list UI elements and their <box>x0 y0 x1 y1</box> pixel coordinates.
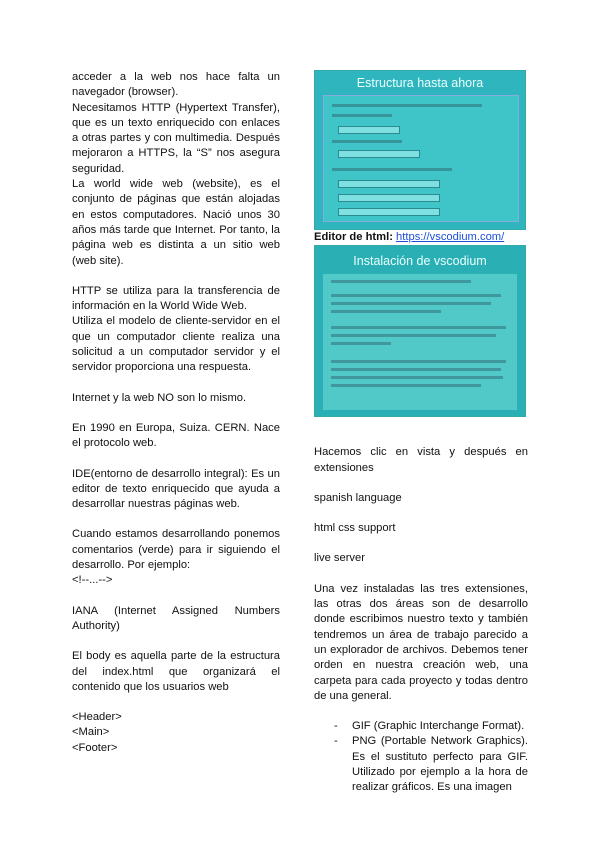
right-column <box>314 70 528 796</box>
paragraph: La world wide web (website), es el conjunto de páginas que están alojadas en estos computadores. Nació unos 30 años más tarde que Internet. Por tanto, la página web es distinta a un sitio web (web site). <box>72 178 280 267</box>
caption <box>314 230 528 245</box>
paragraph: IDE(entorno de desarrollo integral): Es un editor de texto enriquecido que ayuda a desarrollar nuestras páginas web. <box>72 467 280 511</box>
slide-title: Estructura hasta ahora <box>356 76 484 90</box>
paragraph: acceder a la web nos hace falta un navegador (browser). <box>72 71 280 99</box>
paragraph: Internet y la web NO son lo mismo. <box>72 391 247 404</box>
list-item: - GIF (Graphic Interchange Format). <box>352 719 528 734</box>
tag-main: <Main> <box>72 726 110 739</box>
comment-example: <!--...--> <box>72 574 113 587</box>
tag-footer: <Footer> <box>72 741 118 754</box>
slide-title: Instalación de vscodium <box>353 254 487 269</box>
paragraph: HTTP se utiliza para la transferencia de información en la World Wide Web. <box>72 284 280 313</box>
extension-name: live server <box>314 552 365 565</box>
slide-photo-install <box>314 245 526 417</box>
slide-form-mockup <box>323 95 519 222</box>
caption-label: Editor de html: <box>314 231 397 243</box>
paragraph: En 1990 en Europa, Suiza. CERN. Nace el protocolo web. <box>72 421 280 450</box>
paragraph: Hacemos clic en vista y después en extensiones <box>314 446 528 474</box>
image-formats-list <box>314 719 528 795</box>
extension-name: spanish language <box>314 491 402 504</box>
slide-photo-structure <box>314 70 526 230</box>
paragraph: IANA (Internet Assigned Numbers Authority) <box>72 604 280 632</box>
paragraph: Utiliza el modelo de cliente-servidor en el que un computador cliente realiza una solicitud a un computador servidor y el servidor proporciona una respuesta. <box>72 315 280 374</box>
list-item: - PNG (Portable Network Graphics). Es el sustituto perfecto para GIF. Utilizado por ejemplo a la hora de realizar gráficos. Es una imagen <box>352 734 528 795</box>
left-column <box>72 70 280 756</box>
slide-text-block <box>323 274 517 410</box>
tag-header: <Header> <box>72 711 122 724</box>
paragraph: Cuando estamos desarrollando ponemos comentarios (verde) para ir siguiendo el desarrollo. Por ejemplo: <box>72 528 280 572</box>
paragraph: El body es aquella parte de la estructura del index.html que organizará el contenido que los usuarios web <box>72 650 280 693</box>
extension-name: html css support <box>314 522 396 535</box>
paragraph: Una vez instaladas las tres extensiones, las otras dos áreas son de desarrollo donde escribimos nuestro texto y también tendremos un área de trabajo parecido a un explorador de archivos. Debemos tener orden en nuestra creación web, una carpeta para cada proyecto y todas dentro de una general. <box>314 582 528 702</box>
vscodium-link[interactable]: https://vscodium.com/ <box>396 231 505 243</box>
paragraph: Necesitamos HTTP (Hypertext Transfer), que es un texto enriquecido con enlaces a otras partes y con multimedia. Después mejoraron a HTTPS, la “S” nos asegura seguridad. <box>72 101 280 175</box>
